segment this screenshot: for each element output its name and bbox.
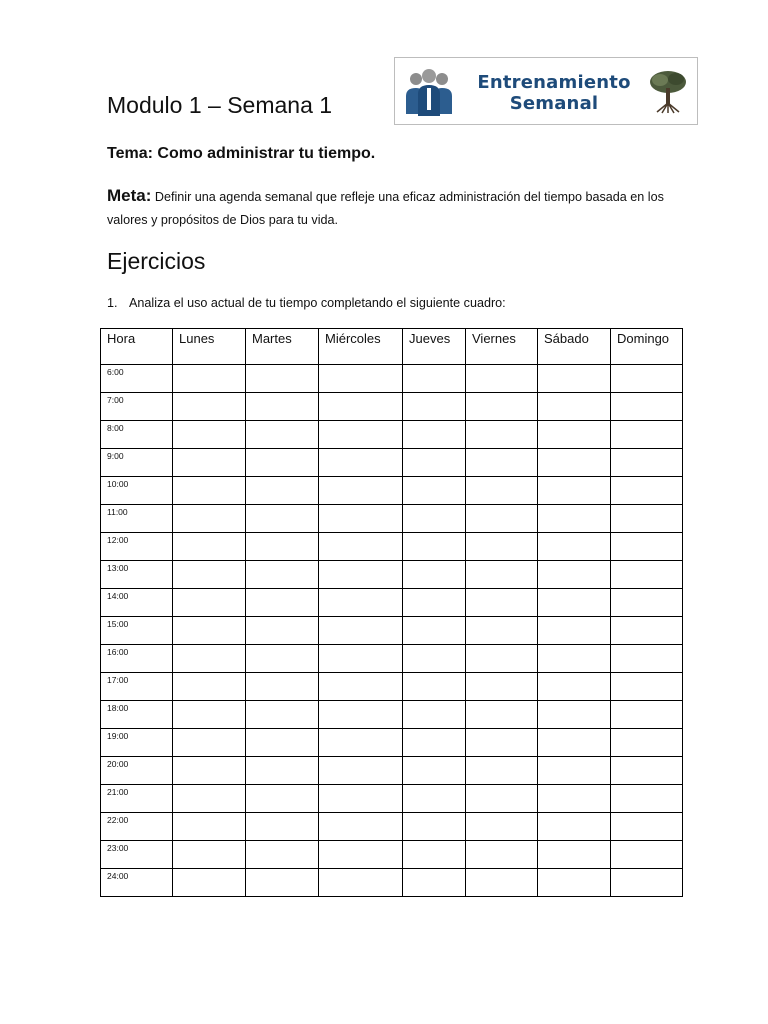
schedule-cell[interactable] [403,589,466,617]
schedule-cell[interactable] [173,701,246,729]
schedule-cell[interactable] [403,701,466,729]
schedule-cell[interactable] [466,673,538,701]
schedule-cell[interactable] [173,729,246,757]
schedule-cell[interactable] [611,505,683,533]
schedule-cell[interactable] [173,841,246,869]
schedule-cell[interactable] [538,729,611,757]
schedule-cell[interactable] [319,421,403,449]
schedule-cell[interactable] [403,393,466,421]
schedule-cell[interactable] [246,505,319,533]
schedule-cell[interactable] [403,673,466,701]
hour-cell: 20:00 [101,757,173,785]
hour-cell: 14:00 [101,589,173,617]
schedule-cell[interactable] [538,813,611,841]
schedule-cell[interactable] [246,449,319,477]
schedule-cell[interactable] [611,673,683,701]
schedule-cell[interactable] [319,869,403,897]
table-row [101,869,683,897]
schedule-cell[interactable] [403,645,466,673]
schedule-cell[interactable] [611,393,683,421]
schedule-cell[interactable] [319,533,403,561]
table-row [101,645,683,673]
schedule-cell[interactable] [403,449,466,477]
schedule-cell[interactable] [466,617,538,645]
schedule-cell[interactable] [173,757,246,785]
schedule-cell[interactable] [611,589,683,617]
schedule-cell[interactable] [173,533,246,561]
schedule-cell[interactable] [319,841,403,869]
schedule-cell[interactable] [538,673,611,701]
schedule-cell[interactable] [173,561,246,589]
schedule-cell[interactable] [173,477,246,505]
schedule-cell[interactable] [246,645,319,673]
schedule-cell[interactable] [611,449,683,477]
schedule-cell[interactable] [173,449,246,477]
table-row [101,813,683,841]
schedule-cell[interactable] [466,701,538,729]
schedule-cell[interactable] [246,785,319,813]
schedule-cell[interactable] [466,757,538,785]
schedule-cell[interactable] [246,729,319,757]
hour-cell: 19:00 [101,729,173,757]
schedule-cell[interactable] [173,673,246,701]
table-row [101,757,683,785]
schedule-body [101,365,683,897]
column-header: Miércoles [319,329,403,365]
table-row [101,365,683,393]
schedule-cell[interactable] [538,645,611,673]
schedule-cell[interactable] [611,421,683,449]
schedule-cell[interactable] [538,533,611,561]
schedule-cell[interactable] [538,421,611,449]
table-row [101,393,683,421]
hour-cell: 10:00 [101,477,173,505]
table-row [101,841,683,869]
hour-cell: 8:00 [101,421,173,449]
table-row [101,729,683,757]
schedule-cell[interactable] [403,785,466,813]
column-header: Jueves [403,329,466,365]
schedule-cell[interactable] [246,869,319,897]
schedule-cell[interactable] [246,393,319,421]
hour-cell: 18:00 [101,701,173,729]
hour-cell: 11:00 [101,505,173,533]
column-header: Viernes [466,329,538,365]
table-row [101,701,683,729]
schedule-cell[interactable] [538,477,611,505]
schedule-cell[interactable] [403,757,466,785]
section-title: Ejercicios [107,248,206,274]
schedule-cell[interactable] [466,365,538,393]
schedule-cell[interactable] [611,477,683,505]
schedule-cell[interactable] [466,421,538,449]
schedule-cell[interactable] [319,589,403,617]
column-header: Sábado [538,329,611,365]
column-header: Hora [101,329,173,365]
hour-cell: 16:00 [101,645,173,673]
table-row [101,421,683,449]
tree-icon [645,68,691,114]
column-header: Domingo [611,329,683,365]
table-row [101,449,683,477]
schedule-cell[interactable] [538,561,611,589]
schedule-cell[interactable] [611,617,683,645]
table-row [101,477,683,505]
schedule-cell[interactable] [319,701,403,729]
schedule-cell[interactable] [538,365,611,393]
schedule-cell[interactable] [611,701,683,729]
schedule-cell[interactable] [538,757,611,785]
schedule-cell[interactable] [319,505,403,533]
hour-cell: 15:00 [101,617,173,645]
hour-cell: 22:00 [101,813,173,841]
schedule-cell[interactable] [538,841,611,869]
schedule-cell[interactable] [319,561,403,589]
people-group-icon [403,68,455,118]
table-row [101,505,683,533]
exercise-item [107,296,506,310]
schedule-cell[interactable] [173,421,246,449]
goal-text: Definir una agenda semanal que refleje una eficaz administración del tiempo basada en los valores y propósitos de Dios para tu vida. [107,190,664,227]
schedule-cell[interactable] [538,617,611,645]
schedule-cell[interactable] [611,869,683,897]
schedule-cell[interactable] [538,589,611,617]
schedule-cell[interactable] [319,729,403,757]
schedule-cell[interactable] [246,365,319,393]
schedule-cell[interactable] [611,813,683,841]
schedule-cell[interactable] [403,365,466,393]
schedule-cell[interactable] [403,505,466,533]
schedule-cell[interactable] [246,589,319,617]
schedule-cell[interactable] [538,701,611,729]
weekly-schedule-table [100,328,683,897]
schedule-cell[interactable] [319,393,403,421]
schedule-cell[interactable] [246,561,319,589]
hour-cell: 13:00 [101,561,173,589]
schedule-cell[interactable] [319,785,403,813]
hour-cell: 7:00 [101,393,173,421]
schedule-cell[interactable] [611,645,683,673]
page-title: Modulo 1 – Semana 1 [107,92,333,118]
schedule-cell[interactable] [403,813,466,841]
schedule-cell[interactable] [466,841,538,869]
schedule-cell[interactable] [403,421,466,449]
schedule-cell[interactable] [466,505,538,533]
schedule-cell[interactable] [173,505,246,533]
schedule-cell[interactable] [403,617,466,645]
schedule-cell[interactable] [466,561,538,589]
schedule-cell[interactable] [246,701,319,729]
schedule-cell[interactable] [173,393,246,421]
schedule-cell[interactable] [611,561,683,589]
schedule-cell[interactable] [466,393,538,421]
schedule-cell[interactable] [246,757,319,785]
schedule-cell[interactable] [403,477,466,505]
exercise-number: 1. [107,296,118,310]
hour-cell: 12:00 [101,533,173,561]
topic-heading: Tema: Como administrar tu tiempo. [107,145,376,162]
schedule-cell[interactable] [611,785,683,813]
schedule-cell[interactable] [466,449,538,477]
table-row [101,589,683,617]
hour-cell: 9:00 [101,449,173,477]
table-header-row [101,329,683,365]
table-row [101,561,683,589]
schedule-cell[interactable] [319,365,403,393]
hour-cell: 23:00 [101,841,173,869]
table-row [101,785,683,813]
schedule-cell[interactable] [173,869,246,897]
schedule-cell[interactable] [466,785,538,813]
schedule-cell[interactable] [611,757,683,785]
logo-text [469,72,639,114]
hour-cell: 17:00 [101,673,173,701]
schedule-cell[interactable] [611,365,683,393]
schedule-cell[interactable] [611,533,683,561]
exercise-text: Analiza el uso actual de tu tiempo completando el siguiente cuadro: [129,296,506,310]
schedule-cell[interactable] [466,589,538,617]
column-header: Lunes [173,329,246,365]
column-header: Martes [246,329,319,365]
schedule-cell[interactable] [319,757,403,785]
schedule-cell[interactable] [403,561,466,589]
schedule-cell[interactable] [246,841,319,869]
schedule-cell[interactable] [173,813,246,841]
schedule-cell[interactable] [319,449,403,477]
schedule-cell[interactable] [466,533,538,561]
goal-paragraph [107,184,667,232]
table-row [101,673,683,701]
schedule-cell[interactable] [466,477,538,505]
schedule-cell[interactable] [319,617,403,645]
schedule-cell[interactable] [538,393,611,421]
hour-cell: 24:00 [101,869,173,897]
schedule-cell[interactable] [246,421,319,449]
schedule-cell[interactable] [319,645,403,673]
schedule-cell[interactable] [466,645,538,673]
schedule-cell[interactable] [403,869,466,897]
schedule-cell[interactable] [611,729,683,757]
schedule-cell[interactable] [173,785,246,813]
schedule-cell[interactable] [466,869,538,897]
schedule-cell[interactable] [173,365,246,393]
entrenamiento-semanal-logo [394,57,698,125]
schedule-cell[interactable] [319,477,403,505]
schedule-cell[interactable] [466,729,538,757]
schedule-cell[interactable] [246,533,319,561]
schedule-cell[interactable] [403,533,466,561]
goal-label: Meta: [107,186,152,205]
schedule-cell[interactable] [403,729,466,757]
schedule-cell[interactable] [538,785,611,813]
schedule-cell[interactable] [173,589,246,617]
schedule-cell[interactable] [246,617,319,645]
schedule-cell[interactable] [173,645,246,673]
schedule-cell[interactable] [403,841,466,869]
schedule-cell[interactable] [319,673,403,701]
schedule-cell[interactable] [246,477,319,505]
schedule-cell[interactable] [538,869,611,897]
schedule-cell[interactable] [466,813,538,841]
schedule-cell[interactable] [246,673,319,701]
hour-cell: 6:00 [101,365,173,393]
table-row [101,533,683,561]
logo-line-2: Semanal [509,93,599,114]
logo-line-1: Entrenamiento [477,72,631,93]
table-row [101,617,683,645]
schedule-cell[interactable] [173,617,246,645]
schedule-cell[interactable] [538,449,611,477]
schedule-cell[interactable] [538,505,611,533]
hour-cell: 21:00 [101,785,173,813]
schedule-cell[interactable] [611,841,683,869]
schedule-cell[interactable] [246,813,319,841]
schedule-cell[interactable] [319,813,403,841]
